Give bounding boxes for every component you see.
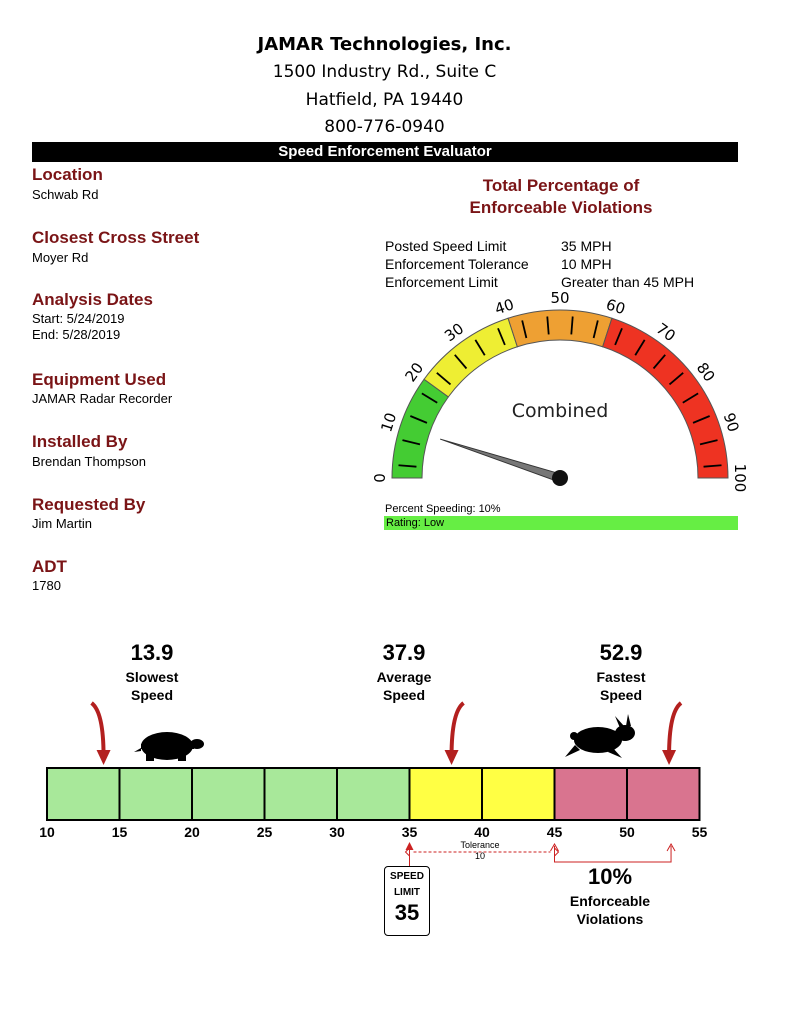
start-date-value: Start: 5/24/2019 xyxy=(32,311,125,326)
fastest-arrow-head xyxy=(662,750,676,765)
installed-by-value: Brendan Thompson xyxy=(32,454,146,469)
speed-tick-label: 50 xyxy=(619,824,635,840)
gauge-title xyxy=(420,175,702,219)
address-line-2: Hatfield, PA 19440 xyxy=(305,90,464,110)
gauge-tick-label: 50 xyxy=(550,289,570,307)
gauge-center-label: Combined xyxy=(511,400,609,422)
adt-value: 1780 xyxy=(32,578,61,593)
equipment-label: Equipment Used xyxy=(32,370,167,389)
speed-cell xyxy=(192,768,265,820)
enforceable-label-line-2: Violations xyxy=(576,911,644,927)
location-label: Location xyxy=(32,165,103,184)
report-title-banner: Speed Enforcement Evaluator xyxy=(32,142,738,162)
tolerance-value: 10 xyxy=(474,851,486,861)
tolerance-label: Enforcement Tolerance xyxy=(385,256,529,272)
speed-cell xyxy=(555,768,628,820)
speed-cell xyxy=(482,768,555,820)
percent-speeding-text: Percent Speeding: 10% xyxy=(385,503,501,515)
gauge-segment-1 xyxy=(424,318,517,397)
gauge-tick-label: 70 xyxy=(652,319,679,346)
speed-cell xyxy=(47,768,120,820)
speed-scale xyxy=(0,690,791,870)
fastest-label-line-2: Speed xyxy=(599,687,642,703)
enforcement-limit-value: Greater than 45 MPH xyxy=(561,274,695,290)
sign-limit-value: 35 xyxy=(394,900,420,925)
slowest-label-line-1: Slowest xyxy=(125,669,179,685)
location-value: Schwab Rd xyxy=(32,187,99,202)
gauge-tick-label: 60 xyxy=(603,295,628,319)
slowest-speed-value: 13.9 xyxy=(130,640,174,665)
speed-tick-label: 15 xyxy=(111,824,128,840)
slowest-arrow xyxy=(92,703,104,756)
speed-tick-label: 45 xyxy=(546,824,563,840)
gauge-segment-0 xyxy=(392,379,448,478)
fastest-speed-value: 52.9 xyxy=(599,640,643,665)
speeding-gauge xyxy=(371,289,750,500)
gauge-needle xyxy=(440,439,568,486)
average-speed-value: 37.9 xyxy=(382,640,426,665)
speed-tick-label: 10 xyxy=(39,824,55,840)
gauge-needle-hub xyxy=(552,470,568,486)
tolerance-label: Tolerance xyxy=(460,840,500,850)
speed-tick-label: 25 xyxy=(256,824,273,840)
speed-tick-label: 35 xyxy=(401,824,418,840)
tolerance-left-tip xyxy=(406,848,410,856)
gauge-tick-label: 90 xyxy=(719,410,743,435)
speed-tick-label: 20 xyxy=(184,824,200,840)
slowest-label-line-2: Speed xyxy=(130,687,173,703)
turtle-icon xyxy=(134,732,204,761)
enforcement-limit-label: Enforcement Limit xyxy=(385,274,498,290)
gauge-tick-label: 20 xyxy=(401,359,428,386)
address-line-1: 1500 Industry Rd., Suite C xyxy=(272,62,497,82)
sign-limit-text: LIMIT xyxy=(393,887,421,898)
tolerance-brackets xyxy=(406,844,676,866)
speed-cell xyxy=(410,768,483,820)
average-arrow xyxy=(452,703,464,756)
enforceable-label-line-1: Enforceable xyxy=(569,893,651,909)
gauge-tick-label: 10 xyxy=(377,410,401,435)
cross-street-value: Moyer Rd xyxy=(32,250,89,265)
posted-speed-value: 35 MPH xyxy=(561,238,612,254)
tolerance-value: 10 MPH xyxy=(561,256,612,272)
gauge-tick-label: 100 xyxy=(731,463,749,493)
gauge-tick-label: 30 xyxy=(441,319,468,346)
requested-by-label: Requested By xyxy=(32,495,146,514)
speed-scale-cells xyxy=(47,768,700,820)
gauge-needle-shaft xyxy=(440,439,561,482)
end-date-value: End: 5/28/2019 xyxy=(32,327,121,342)
adt-label: ADT xyxy=(32,557,67,576)
phone-number: 800-776-0940 xyxy=(324,117,445,137)
analysis-dates-label: Analysis Dates xyxy=(32,290,153,309)
installed-by-label: Installed By xyxy=(32,432,128,451)
gauge-tick-label: 40 xyxy=(492,295,517,319)
gauge-tick-label: 0 xyxy=(371,473,389,483)
speed-limit-sign xyxy=(384,866,430,936)
rabbit-icon xyxy=(565,714,635,758)
requested-by-value: Jim Martin xyxy=(32,516,92,531)
speed-cell xyxy=(120,768,193,820)
speed-cell xyxy=(627,768,700,820)
enforceable-percent: 10% xyxy=(587,864,633,889)
gauge-arc-segments xyxy=(392,310,728,478)
posted-speed-label: Posted Speed Limit xyxy=(385,238,507,254)
speed-tick-label: 55 xyxy=(691,824,708,840)
sign-speed-text: SPEED xyxy=(390,871,424,882)
equipment-value: JAMAR Radar Recorder xyxy=(32,391,173,406)
speed-cell xyxy=(337,768,410,820)
average-label-line-2: Speed xyxy=(382,687,425,703)
speed-tick-label: 40 xyxy=(474,824,490,840)
violation-bracket xyxy=(555,846,672,862)
speed-cell xyxy=(265,768,338,820)
average-arrow-head xyxy=(445,750,459,765)
fastest-label-line-1: Fastest xyxy=(596,669,646,685)
cross-street-label: Closest Cross Street xyxy=(32,228,200,247)
gauge-title-line-2: Enforceable Violations xyxy=(469,198,653,217)
fastest-arrow xyxy=(669,703,681,756)
speed-tick-label: 30 xyxy=(329,824,345,840)
slowest-arrow-head xyxy=(97,750,111,765)
gauge-tick-label: 80 xyxy=(692,359,719,386)
enforceable-label xyxy=(550,892,670,928)
speed-scale-tick-labels xyxy=(39,824,707,840)
average-label-line-1: Average xyxy=(376,669,432,685)
rating-text: Rating: Low xyxy=(386,517,445,529)
gauge-title-line-1: Total Percentage of xyxy=(482,176,640,195)
company-name: JAMAR Technologies, Inc. xyxy=(257,34,512,55)
